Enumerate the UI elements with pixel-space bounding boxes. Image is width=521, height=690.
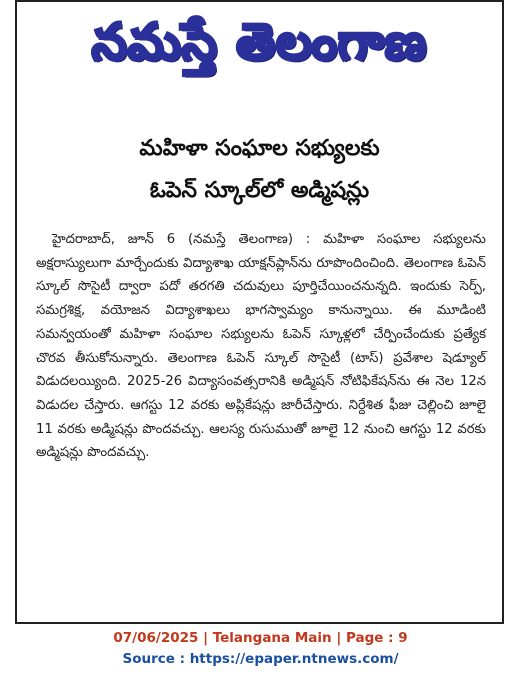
article-body (36, 228, 486, 465)
cut-off-next-article (49, 598, 489, 620)
footer-source: Source : https://epaper.ntnews.com/ (122, 651, 399, 667)
masthead-title: నమస్తే తెలంగాణ (91, 13, 428, 71)
newspaper-clipping (15, 0, 504, 624)
article-text: హైదరాబాద్, జూన్ 6 (నమస్తే తెలంగాణ) : మహిళా సంఘాల సభ్యులను అక్షరాస్యులుగా మార్చేందుకు విద్యాశాఖ యాక్షన్‌ప్లాన్‌ను రూపొందించింది. తెలంగాణ ఓపెన్ స్కూల్ సొసైటీ ద్వారా పదో తరగతి చదువులు పూర్తిచేయించనున్నది. ఇందుకు సెర్ప్, సమగ్రశిక్ష, వయోజన విద్యాశాఖలు భాగస్వామ్యం కానున్నాయి. ఈ మూడింటి సమన్వయంతో మహిళా సంఘాల సభ్యులను ఓపెన్ స్కూళ్లలో చేర్పించేందుకు ప్రత్యేక చొరవ తీసుకోనున్నారు. తెలంగాణ ఓపెన్ స్కూల్ సొసైటీ (టాస్) ప్రవేశాల షెడ్యూల్ విడుదలయ్యింది. 2025-26 విద్యాసంవత్సరానికి అడ్మిషన్ నోటిఫికేషన్‌ను ఈ నెల 12న విడుదల చేస్తారు. ఆగస్టు 12 వరకు అప్లికేషన్లు జారీచేస్తారు. నిర్దేశిత ఫీజు చెల్లించి జూలై 11 వరకు అడ్మిషన్లు పొందవచ్చు. ఆలస్య రుసుముతో జూలై 12 నుంచి ఆగస్టు 12 వరకు అడ్మిషన్లు పొందవచ్చు. (36, 232, 486, 461)
cut-off-previous-article (31, 90, 451, 104)
footer-date-page: 07/06/2025 | Telangana Main | Page : 9 (113, 630, 408, 646)
headline-line-1: మహిళా సంఘాల సభ్యులకు (139, 136, 380, 161)
headline-line-2: ఓపెన్ స్కూల్‌లో అడ్మిషన్లు (149, 178, 370, 203)
masthead (17, 6, 502, 78)
